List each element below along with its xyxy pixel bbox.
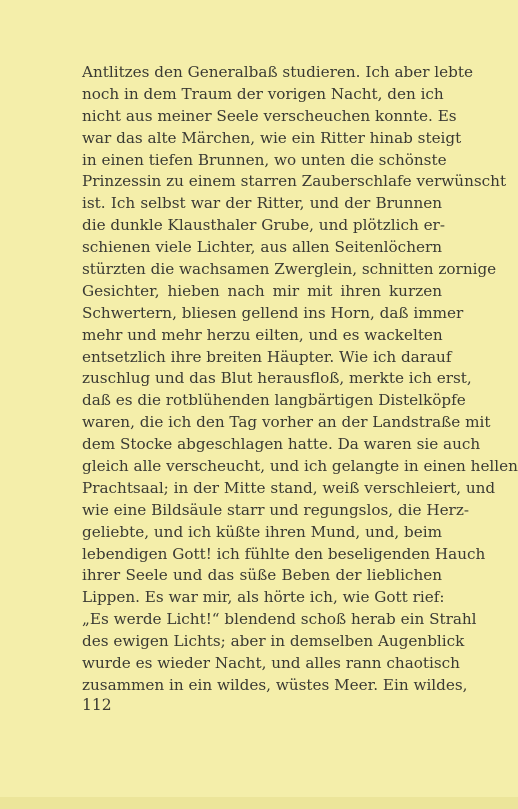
text-line: Antlitzes den Generalbaß studieren. Ich aber lebte [82,63,473,81]
page-bottom-edge [0,797,518,809]
text-line: zuschlug und das Blut herausfloß, merkte ich erst, [82,369,472,388]
text-line: geliebte, und ich küßte ihren Mund, und, beim [82,522,442,541]
text-line: in einen tiefen Brunnen, wo unten die schönste [82,150,447,169]
text-line: stürzten die wachsamen Zwerglein, schnitten zornige [82,260,497,279]
text-line: mehr und mehr herzu eilten, und es wackelten [82,325,443,344]
text-line: ihrer Seele und das süße Beben der lieblichen [82,566,442,585]
text-line: Prachtsaal; in der Mitte stand, weiß verschleiert, und [82,478,496,497]
text-line: des ewigen Lichts; aber in demselben Augenblick [82,632,465,651]
text-line: nicht aus meiner Seele verscheuchen konnte. Es [82,106,457,125]
text-line: dem Stocke abgeschlagen hatte. Da waren sie auch [82,435,481,454]
text-line: war das alte Märchen, wie ein Ritter hinab steigt [82,128,462,147]
text-line: wurde es wieder Nacht, und alles rann chaotisch [82,654,460,673]
text-line: noch in dem Traum der vorigen Nacht, den ich [82,84,444,103]
page-number: 112 [82,696,112,714]
text-line: „Es werde Licht!“ blendend schoß herab ein Strahl [82,610,477,629]
text-line: entsetzlich ihre breiten Häupter. Wie ich darauf [82,347,452,366]
text-line: schienen viele Lichter, aus allen Seitenlöchern [82,238,442,257]
text-line: zusammen in ein wildes, wüstes Meer. Ein wildes, [82,675,468,694]
text-line: Schwertern, bliesen gellend ins Horn, daß immer [82,303,464,322]
text-line: wie eine Bildsäule starr und regungslos, die Herz- [82,500,469,519]
text-line: Lippen. Es war mir, als hörte ich, wie Gott rief: [82,588,445,607]
text-line: Gesichter, hieben nach mir mit ihren kurzen [82,281,442,300]
text-line: daß es die rotblühenden langbärtigen Distelköpfe [82,391,466,410]
text-line: gleich alle verscheucht, und ich gelangte in einen hellen [82,457,518,476]
text-line: waren, die ich den Tag vorher an der Landstraße mit [82,413,491,432]
text-line: die dunkle Klausthaler Grube, und plötzlich er- [82,216,445,235]
text-line: lebendigen Gott! ich fühlte den beseligenden Hauch [82,544,486,563]
body-text [82,62,518,697]
text-line: ist. Ich selbst war der Ritter, und der Brunnen [82,194,442,213]
text-line: Prinzessin zu einem starren Zauberschlafe verwünscht [82,172,507,191]
